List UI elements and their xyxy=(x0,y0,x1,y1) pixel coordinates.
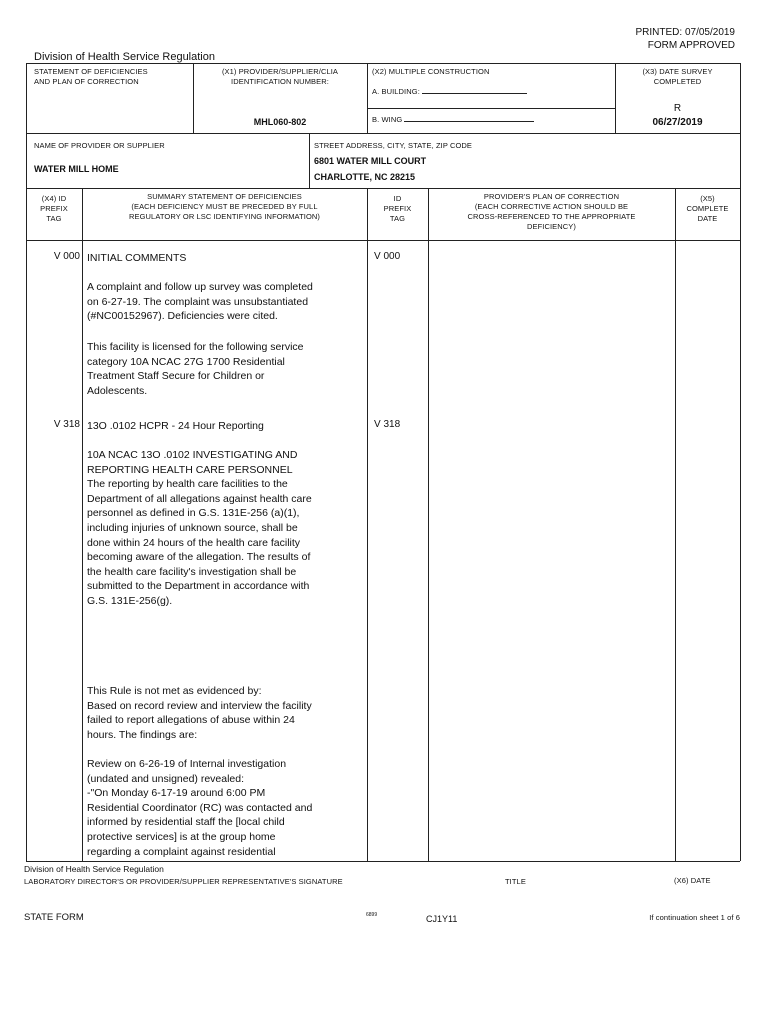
printed-date: PRINTED: 07/05/2019 xyxy=(635,27,735,38)
survey-status-letter: R xyxy=(673,103,682,114)
x2-label: (X2) MULTIPLE CONSTRUCTION xyxy=(372,67,490,76)
form-code: 6899 xyxy=(366,912,378,918)
v318-id-tag: V 318 xyxy=(374,419,401,430)
v000-paragraph-1: A complaint and follow up survey was completed on 6-27-19. The complaint was unsubstantiated (#NC00152967). Deficiencies were cited. xyxy=(87,281,313,323)
provider-id-number: MHL060-802 xyxy=(253,117,307,127)
footer-agency: Division of Health Service Regulation xyxy=(24,864,164,874)
column-x5-header: (X5) COMPLETE DATE xyxy=(686,194,729,223)
signature-label: LABORATORY DIRECTOR'S OR PROVIDER/SUPPLIER REPRESENTATIVE'S SIGNATURE xyxy=(24,877,343,886)
v318-prefix-tag: V 318 xyxy=(53,419,80,430)
v318-title: 13O .0102 HCPR - 24 Hour Reporting xyxy=(87,420,264,432)
continuation-sheet: If continuation sheet 1 of 6 xyxy=(649,913,740,922)
x3-label: (X3) DATE SURVEY COMPLETED xyxy=(642,67,713,86)
v000-id-tag: V 000 xyxy=(374,251,401,262)
v000-paragraph-2: This facility is licensed for the following service category 10A NCAC 27G 1700 Residential Treatment Staff Secure for Children or Adolescents. xyxy=(87,341,304,397)
column-id-header: ID PREFIX TAG xyxy=(383,194,412,223)
address-label: STREET ADDRESS, CITY, STATE, ZIP CODE xyxy=(314,141,473,150)
address-line-2: CHARLOTTE, NC 28215 xyxy=(314,172,416,182)
address-line-1: 6801 WATER MILL COURT xyxy=(314,156,427,166)
form-approved: FORM APPROVED xyxy=(647,40,735,51)
event-id: CJ1Y11 xyxy=(426,914,458,924)
state-form-label: STATE FORM xyxy=(24,912,84,923)
v000-prefix-tag: V 000 xyxy=(53,251,80,262)
column-x4-header: (X4) ID PREFIX TAG xyxy=(40,194,68,223)
date-label: (X6) DATE xyxy=(674,876,711,885)
v000-title: INITIAL COMMENTS xyxy=(87,252,187,264)
column-plan-header: PROVIDER'S PLAN OF CORRECTION (EACH CORRECTIVE ACTION SHOULD BE CROSS-REFERENCED TO THE APPROPRIATE DEFICIENCY) xyxy=(467,192,636,231)
v318-paragraph-2: This Rule is not met as evidenced by: Based on record review and interview the facility failed to report allegations of abuse within 24 hours. The findings are: xyxy=(87,685,312,741)
x1-label: (X1) PROVIDER/SUPPLIER/CLIA IDENTIFICATION NUMBER: xyxy=(221,67,339,86)
wing-label: B. WING xyxy=(372,113,534,125)
provider-name-label: NAME OF PROVIDER OR SUPPLIER xyxy=(34,141,165,150)
v318-paragraph-1: 10A NCAC 13O .0102 INVESTIGATING AND REPORTING HEALTH CARE PERSONNEL The reporting by health care facilities to the Department of all allegations against health care personnel as defined in G.S. 131E-256 (a)(1), including injuries of unknown source, shall be done within 24 hours of the health care facility becoming aware of the allegation. The results of the health care facility's investigation shall be submitted to the Department in accordance with G.S. 131E-256(g). xyxy=(87,449,312,607)
survey-date: 06/27/2019 xyxy=(652,117,703,128)
title-label: TITLE xyxy=(505,877,526,886)
building-label: A. BUILDING: xyxy=(372,85,527,97)
statement-label: STATEMENT OF DEFICIENCIES AND PLAN OF CORRECTION xyxy=(34,67,148,86)
provider-name: WATER MILL HOME xyxy=(34,164,119,174)
v318-paragraph-3: Review on 6-26-19 of Internal investigation (undated and unsigned) revealed: -"On Monday 6-17-19 around 6:00 PM Residential Coordinator (RC) was contacted and informed by residential staff the [local child protective services] is at the group home regarding a complaint against residential xyxy=(87,758,313,858)
agency-title: Division of Health Service Regulation xyxy=(34,51,215,63)
column-summary-header: SUMMARY STATEMENT OF DEFICIENCIES (EACH DEFICIENCY MUST BE PRECEDED BY FULL REGULATORY OR LSC IDENTIFYING INFORMATION) xyxy=(128,192,321,221)
